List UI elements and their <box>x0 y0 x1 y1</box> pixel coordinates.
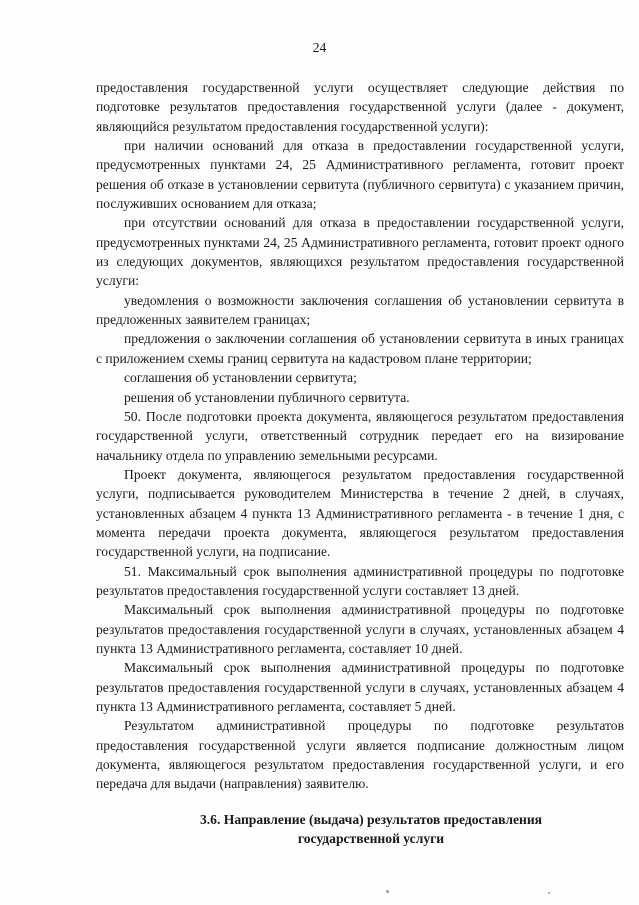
section-heading <box>96 810 624 849</box>
paragraph-result: Результатом административной процедуры по подготовке результатов предоставления государственной услуги является подписание должностным лицом документа, являющегося результатом предоставления государственной услуги, и его передача для выдачи (направления) заявителю. <box>96 718 624 792</box>
paragraph-refusal-grounds: при наличии оснований для отказа в предоставлении государственной услуги, предусмотренных пунктами 24, 25 Административного регламента, готовит проект решения об отказе в установлении сервитута (публичного сервитута) с указанием причин, послуживших основанием для отказа; <box>96 138 624 212</box>
document-body <box>96 78 624 848</box>
paragraph-no-refusal-grounds: при отсутствии оснований для отказа в предоставлении государственной услуги, предусмотренных пунктами 24, 25 Административного регламента, готовит проект одного из следующих документов, являющихся результатом предоставления государственной услуги: <box>96 215 624 289</box>
paragraph-intro: предоставления государственной услуги осуществляет следующие действия по подготовке результатов предоставления государственной услуги (далее - документ, являющийся результатом предоставления государственной услуги): <box>96 80 624 134</box>
list-item-notification: уведомления о возможности заключения соглашения об установлении сервитута в предложенных заявителем границах; <box>96 292 624 328</box>
section-heading-line-1: 3.6. Направление (выдача) результатов предоставления <box>199 811 543 827</box>
page-number: 24 <box>312 40 327 55</box>
list-item-agreement: соглашения об установлении сервитута; <box>124 370 357 386</box>
paragraph-item-51: 51. Максимальный срок выполнения административной процедуры по подготовке результатов предоставления государственной услуги составляет 13 дней. <box>96 563 624 598</box>
section-heading-line-2: государственной услуги <box>297 831 445 847</box>
scan-speck <box>548 892 550 894</box>
scan-speck <box>386 890 389 893</box>
paragraph-max-term-10: Максимальный срок выполнения административной процедуры по подготовке результатов предоставления государственной услуги в случаях, установленных абзацем 4 пункта 13 Административного регламента, составляет 10 дней. <box>96 602 624 656</box>
list-item-decision: решения об установлении публичного сервитута. <box>124 389 410 405</box>
list-item-proposal: предложения о заключении соглашения об установлении сервитута в иных границах с приложением схемы границ сервитута на кадастровом плане территории; <box>96 331 624 366</box>
paragraph-max-term-5: Максимальный срок выполнения административной процедуры по подготовке результатов предоставления государственной услуги в случаях, установленных абзацем 4 пункта 13 Административного регламента, составляет 5 дней. <box>96 660 624 714</box>
paragraph-item-50: 50. После подготовки проекта документа, являющегося результатом предоставления государственной услуги, ответственный сотрудник передает его на визирование начальнику отдела по управлению земельными ресурсами. <box>96 408 624 463</box>
paragraph-signing: Проект документа, являющегося результатом предоставления государственной услуги, подписывается руководителем Министерства в течение 2 дней, в случаях, установленных абзацем 4 пункта 13 Административного регламента - в течение 1 дня, с момента передачи проекта документа, являющегося результатом предоставления государственной услуги, на подписание. <box>96 466 624 560</box>
